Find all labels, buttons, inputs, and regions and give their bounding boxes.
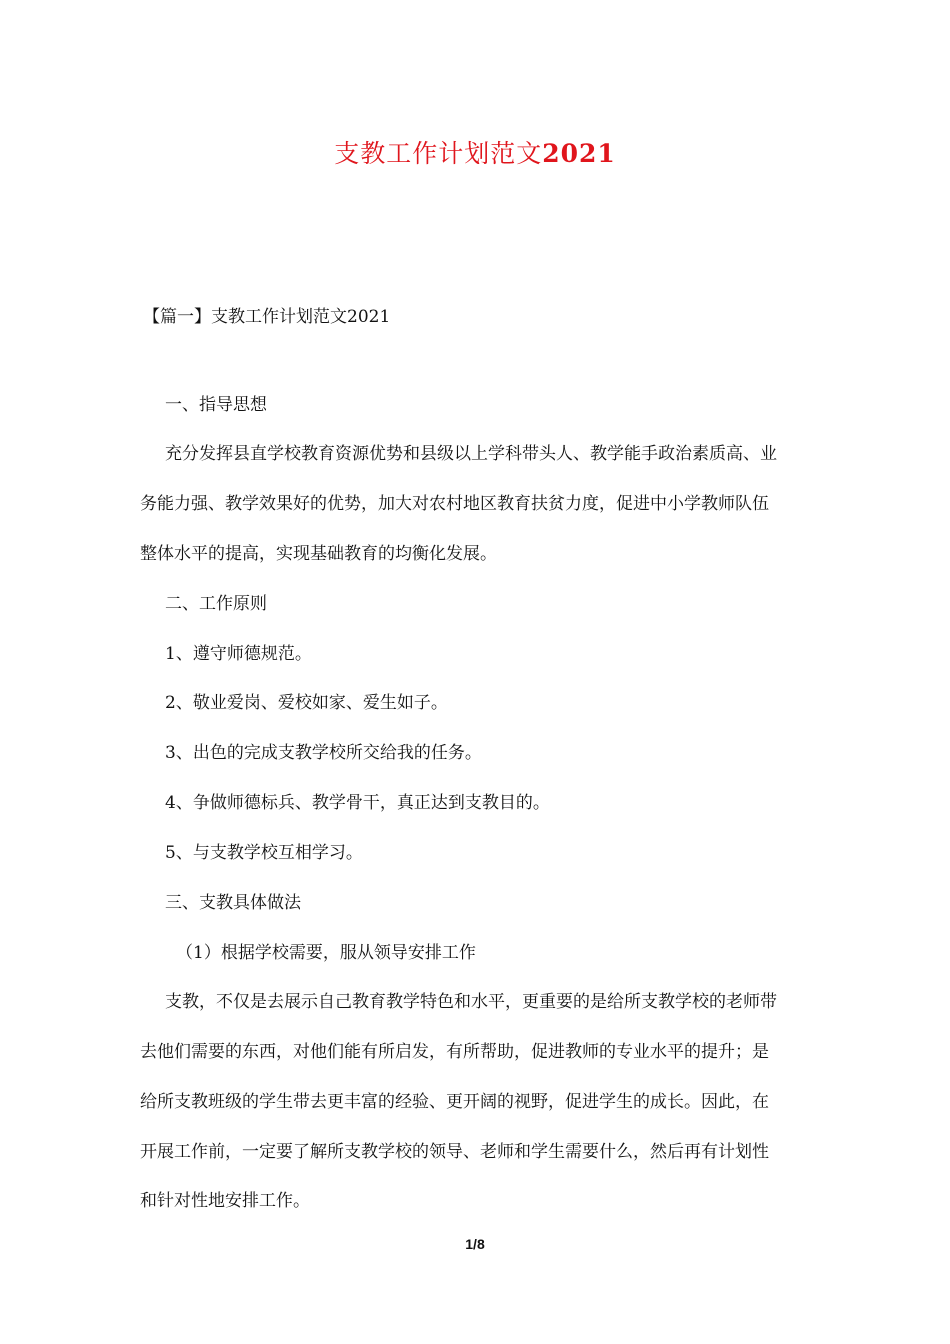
- paragraph-line: 给所支教班级的学生带去更丰富的经验、更开阔的视野，促进学生的成长。因此，在: [140, 1092, 769, 1112]
- paragraph-line: 和针对性地安排工作。: [140, 1191, 310, 1211]
- paragraph-line: 整体水平的提高，实现基础教育的均衡化发展。: [140, 544, 497, 564]
- section-heading: 【篇一】支教工作计划范文2021: [143, 307, 391, 327]
- subheading: （1）根据学校需要，服从领导安排工作: [176, 943, 476, 963]
- page-number: 1/8: [465, 1236, 485, 1252]
- paragraph-line: 支教，不仅是去展示自己教育教学特色和水平，更重要的是给所支教学校的老师带: [165, 992, 777, 1012]
- document-title: [0, 136, 950, 172]
- list-item: 3、出色的完成支教学校所交给我的任务。: [165, 743, 482, 763]
- list-item: 4、争做师德标兵、教学骨干，真正达到支教目的。: [165, 793, 550, 813]
- title-text: 支教工作计划范文: [334, 139, 543, 168]
- heading-specific-methods: 三、支教具体做法: [165, 893, 301, 913]
- paragraph-line: 去他们需要的东西，对他们能有所启发，有所帮助，促进教师的专业水平的提升；是: [140, 1042, 769, 1062]
- heading-guiding-ideology: 一、指导思想: [165, 395, 267, 415]
- paragraph-line: 充分发挥县直学校教育资源优势和县级以上学科带头人、教学能手政治素质高、业: [165, 444, 777, 464]
- title-year: 2021: [542, 139, 616, 168]
- paragraph-line: 开展工作前，一定要了解所支教学校的领导、老师和学生需要什么，然后再有计划性: [140, 1142, 769, 1162]
- list-item: 2、敬业爱岗、爱校如家、爱生如子。: [165, 693, 448, 713]
- heading-work-principles: 二、工作原则: [165, 594, 267, 614]
- list-item: 1、遵守师德规范。: [165, 644, 312, 664]
- paragraph-line: 务能力强、教学效果好的优势，加大对农村地区教育扶贫力度，促进中小学教师队伍: [140, 494, 769, 514]
- list-item: 5、与支教学校互相学习。: [165, 843, 363, 863]
